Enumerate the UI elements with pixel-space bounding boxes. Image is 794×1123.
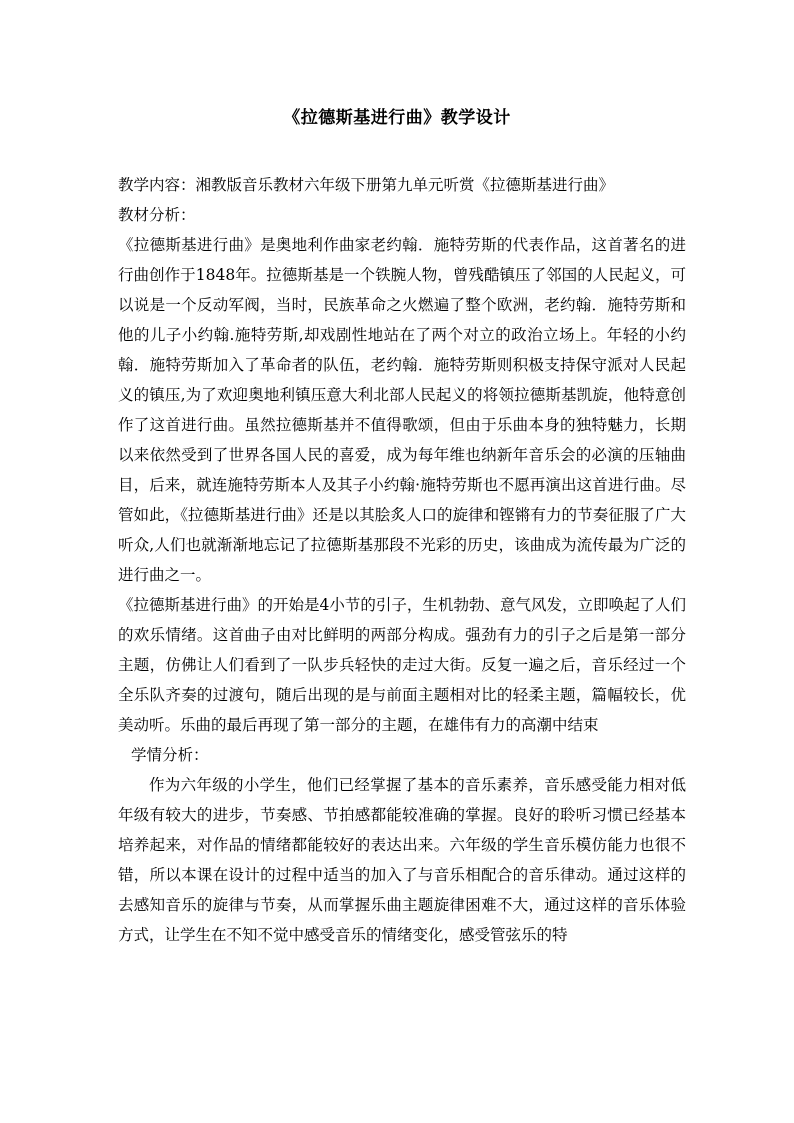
material-analysis-heading: 教材分析： xyxy=(118,206,196,224)
material-analysis-paragraph-2: 《拉德斯基进行曲》的开始是4小节的引子，生机勃勃、意气风发，立即唤起了人们的欢乐情绪。这首曲子由对比鲜明的两部分构成。强劲有力的引子之后是第一部分主题，仿佛让人们看到了一队步兵轻快的走过大街。反复一遍之后，音乐经过一个全乐队齐奏的过渡句，随后出现的是与前面主题相对比的轻柔主题，篇幅较长，优美动听。乐曲的最后再现了第一部分的主题，在雄伟有力的高潮中结束 xyxy=(118,596,686,734)
teaching-content-line: 教学内容：湘教版音乐教材六年级下册第九单元听赏《拉德斯基进行曲》 xyxy=(118,176,615,194)
document-title: 《拉德斯基进行曲》教学设计 xyxy=(283,108,511,128)
material-analysis-paragraph-1: 《拉德斯基进行曲》是奥地利作曲家老约翰．施特劳斯的代表作品，这首著名的进行曲创作于1848年。拉德斯基是一个铁腕人物，曾残酷镇压了邻国的人民起义，可以说是一个反动军阀，当时，民族革命之火燃遍了整个欧洲，老约翰．施特劳斯和他的儿子小约翰.施特劳斯,却戏剧性地站在了两个对立的政治立场上。年轻的小约翰．施特劳斯加入了革命者的队伍，老约翰．施特劳斯则积极支持保守派对人民起义的镇压,为了欢迎奥地利镇压意大利北部人民起义的将领拉德斯基凯旋，他特意创作了这首进行曲。虽然拉德斯基并不值得歌颂，但由于乐曲本身的独特魅力，长期以来依然受到了世界各国人民的喜爱，成为每年维也纳新年音乐会的必演的压轴曲目，后来，就连施特劳斯本人及其子小约翰·施特劳斯也不愿再演出这首进行曲。尽管如此，《拉德斯基进行曲》还是以其脍炙人口的旋律和铿锵有力的节奏征服了广大听众,人们也就渐渐地忘记了拉德斯基那段不光彩的历史，该曲成为流传最为广泛的进行曲之一。 xyxy=(118,236,686,584)
student-analysis-paragraph: 作为六年级的小学生，他们已经掌握了基本的音乐素养，音乐感受能力相对低年级有较大的进步，节奏感、节拍感都能较准确的掌握。良好的聆听习惯已经基本培养起来，对作品的情绪都能较好的表达出来。六年级的学生音乐模仿能力也很不错，所以本课在设计的过程中适当的加入了与音乐相配合的音乐律动。通过这样的去感知音乐的旋律与节奏，从而掌握乐曲主题旋律困难不大，通过这样的音乐体验方式，让学生在不知不觉中感受音乐的情绪变化，感受管弦乐的特 xyxy=(118,776,686,944)
student-analysis-heading: 学情分析： xyxy=(131,746,209,764)
document-body xyxy=(118,170,686,950)
